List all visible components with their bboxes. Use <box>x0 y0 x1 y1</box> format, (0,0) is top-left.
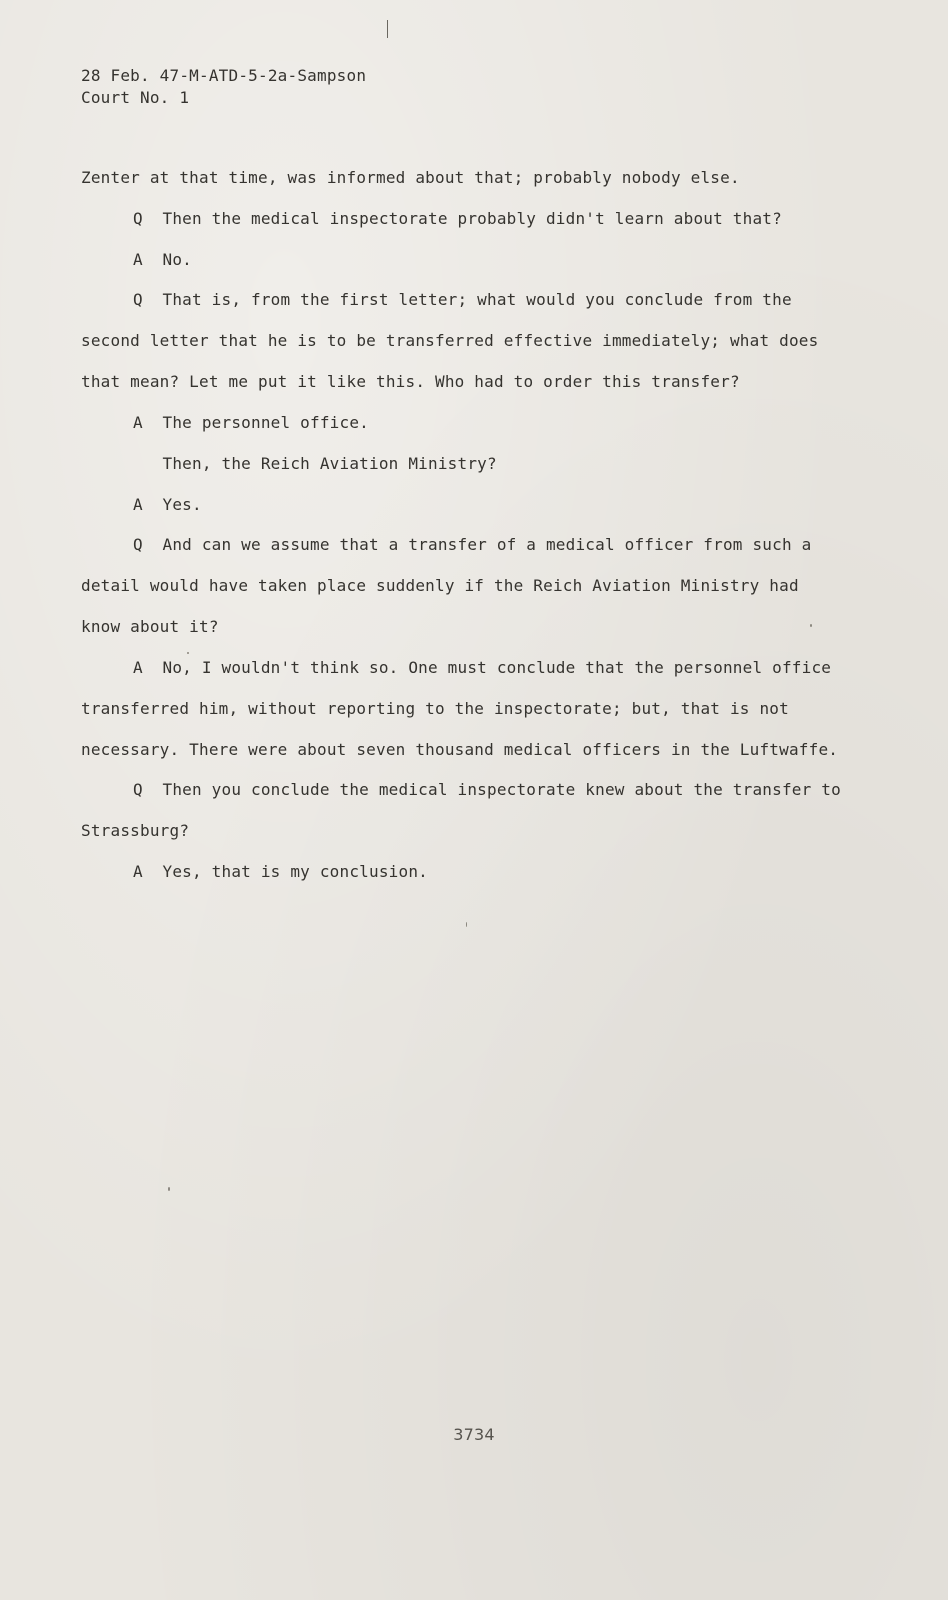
transcript-line: Q Then you conclude the medical inspectorate knew about the transfer to <box>133 780 841 799</box>
transcript-line: that mean? Let me put it like this. Who had to order this transfer? <box>81 372 740 391</box>
transcript-line: A No. <box>133 250 192 269</box>
transcript-line: Q Then the medical inspectorate probably didn't learn about that? <box>133 209 782 228</box>
document-header <box>81 65 366 109</box>
paper-speck <box>187 652 189 654</box>
margin-mark <box>387 20 388 38</box>
transcript-line: A No, I wouldn't think so. One must conclude that the personnel office <box>133 658 832 677</box>
page-number: 3734 <box>453 1425 495 1444</box>
transcript-line: second letter that he is to be transferred effective immediately; what does <box>81 331 819 350</box>
paper-speck <box>168 1187 170 1191</box>
court-line: Court No. 1 <box>81 88 190 107</box>
transcript-line: transferred him, without reporting to the inspectorate; but, that is not <box>81 699 789 718</box>
transcript-line: A Yes. <box>133 495 202 514</box>
transcript-line: A Yes, that is my conclusion. <box>133 862 428 881</box>
transcript-line: necessary. There were about seven thousand medical officers in the Luftwaffe. <box>81 740 839 759</box>
transcript-line: A The personnel office. <box>133 413 369 432</box>
transcript-line: know about it? <box>81 617 219 636</box>
transcript-line: Strassburg? <box>81 821 190 840</box>
transcript-line: Then, the Reich Aviation Ministry? <box>133 454 497 473</box>
transcript-line: Q And can we assume that a transfer of a medical officer from such a <box>133 535 812 554</box>
transcript-line: Zenter at that time, was informed about that; probably nobody else. <box>81 168 740 187</box>
reference-line: 28 Feb. 47-M-ATD-5-2a-Sampson <box>81 66 367 85</box>
transcript-line: Q That is, from the first letter; what would you conclude from the <box>133 290 792 309</box>
paper-speck <box>466 922 467 927</box>
transcript-line: detail would have taken place suddenly if the Reich Aviation Ministry had <box>81 576 799 595</box>
paper-speck <box>810 624 812 627</box>
